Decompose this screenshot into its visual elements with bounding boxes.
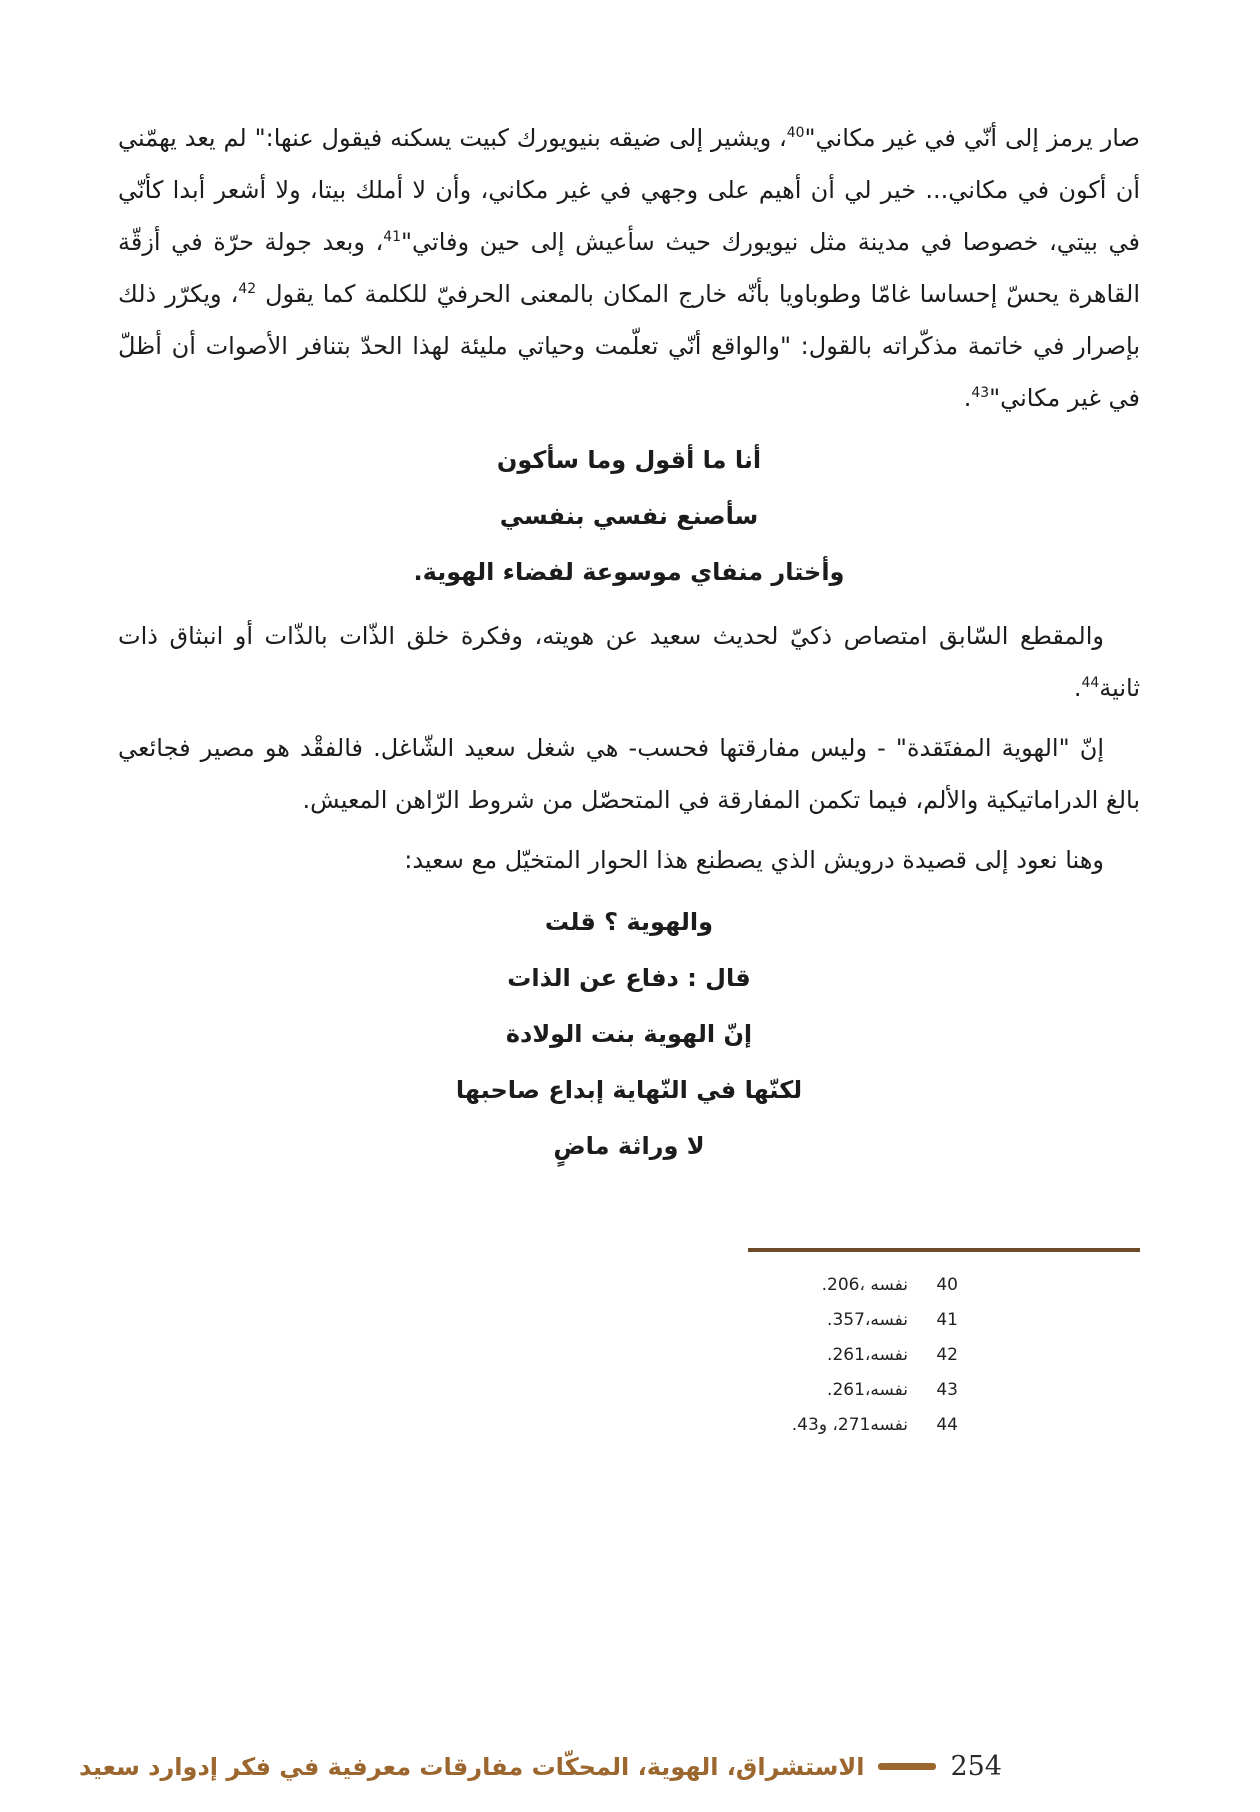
footnote bbox=[120, 1338, 1140, 1373]
footnote-number: 40 bbox=[936, 1275, 958, 1295]
paragraph-4 bbox=[118, 834, 1140, 886]
footnote-number: 42 bbox=[936, 1345, 958, 1365]
poem-line: إنّ الهوية بنت الولادة bbox=[505, 1020, 753, 1048]
poem-line: سأصنع نفسي بنفسي bbox=[499, 502, 759, 530]
footnote-ref-41: 41 bbox=[383, 229, 401, 245]
paragraph-text: ، وبعد جولة حرّة في أزقّة القاهرة يحسّ إحساسا غامّا وطوباويا بأنّه خارج المكان بالمعنى الحرفيّ للكلمة كما يقول bbox=[118, 228, 1140, 308]
poem-line: لا وراثة ماضٍ bbox=[553, 1132, 705, 1160]
footnotes-section bbox=[120, 1248, 1140, 1443]
paragraph-text: ، ويكرّر ذلك بإصرار في خاتمة مذكّراته بالقول: "والواقع أنّي تعلّمت وحياتي مليئة لهذا الحدّ بتنافر الأصوات أن أظلّ في غير مكاني" bbox=[118, 280, 1140, 412]
footnote-separator bbox=[748, 1248, 1140, 1252]
footnote bbox=[120, 1373, 1140, 1408]
footnote-ref-40: 40 bbox=[786, 125, 805, 141]
paragraph-3 bbox=[118, 722, 1140, 826]
main-text bbox=[118, 112, 1140, 1184]
paragraph-1 bbox=[118, 112, 1140, 424]
footnote-number: 44 bbox=[936, 1415, 958, 1435]
footnote bbox=[120, 1408, 1140, 1443]
paragraph-text: والمقطع السّابق امتصاص ذكيّ لحديث سعيد عن هويته، وفكرة خلق الذّات بالذّات أو انبثاق ذات ثانية bbox=[118, 622, 1140, 702]
page-number: 254 bbox=[950, 1751, 1002, 1782]
poem-line: والهوية ؟ قلت bbox=[544, 908, 714, 936]
paragraph-text: . bbox=[963, 384, 972, 412]
footnote-text: نفسه،261. bbox=[827, 1380, 908, 1400]
poem-line: أنا ما أقول وما سأكون bbox=[496, 446, 762, 474]
footnote-text: نفسه271، و43. bbox=[791, 1415, 908, 1435]
footnote-ref-44: 44 bbox=[1081, 675, 1100, 691]
footer-ornament bbox=[878, 1763, 936, 1770]
footnote-text: نفسه،261. bbox=[827, 1345, 908, 1365]
page-footer bbox=[79, 1751, 1002, 1782]
paragraph-text: إنّ "الهوية المفتَقدة" - وليس مفارقتها فحسب- هي شغل سعيد الشّاغل. فالفقْد هو مصير فجائعي بالغ الدراماتيكية والألم، فيما تكمن المفارقة في المتحصّل من شروط الرّاهن المعيش. bbox=[118, 734, 1140, 814]
poem-line: لكنّها في النّهاية إبداع صاحبها bbox=[455, 1076, 803, 1104]
paragraph-2 bbox=[118, 610, 1140, 714]
paragraph-text: صار يرمز إلى أنّي في غير مكاني" bbox=[804, 124, 1140, 152]
poem-line: قال : دفاع عن الذات bbox=[507, 964, 751, 992]
footnote-ref-43: 43 bbox=[971, 385, 990, 401]
footnote bbox=[120, 1268, 1140, 1303]
paragraph-text: وهنا نعود إلى قصيدة درويش الذي يصطنع هذا الحوار المتخيّل مع سعيد: bbox=[404, 846, 1104, 874]
footnote-number: 41 bbox=[936, 1310, 958, 1330]
poem-line: وأختار منفاي موسوعة لفضاء الهوية. bbox=[413, 558, 845, 586]
footnote-number: 43 bbox=[936, 1380, 958, 1400]
paragraph-text: ، ويشير إلى ضيقه بنيويورك كبيت يسكنه فيقول عنها:" لم يعد يهمّني أن أكون في مكاني... خير لي أن أهيم على وجهي في غير مكاني، وأن لا أملك بيتا، ولا أشعر أبدا كأنّي في بيتي، خصوصا في مدينة مثل نيويورك حيث سأعيش إلى حين وفاتي" bbox=[118, 124, 1140, 256]
footnote-text: نفسه ،206. bbox=[821, 1275, 908, 1295]
footnote-text: نفسه،357. bbox=[827, 1310, 908, 1330]
book-title: الاستشراق، الهوية، المحكّات مفارقات معرفية في فكر إدوارد سعيد bbox=[79, 1752, 865, 1781]
poem-quote-1 bbox=[118, 432, 1140, 600]
paragraph-text: . bbox=[1073, 674, 1082, 702]
poem-quote-2 bbox=[118, 894, 1140, 1174]
footnote bbox=[120, 1303, 1140, 1338]
footnote-ref-42: 42 bbox=[238, 281, 257, 297]
